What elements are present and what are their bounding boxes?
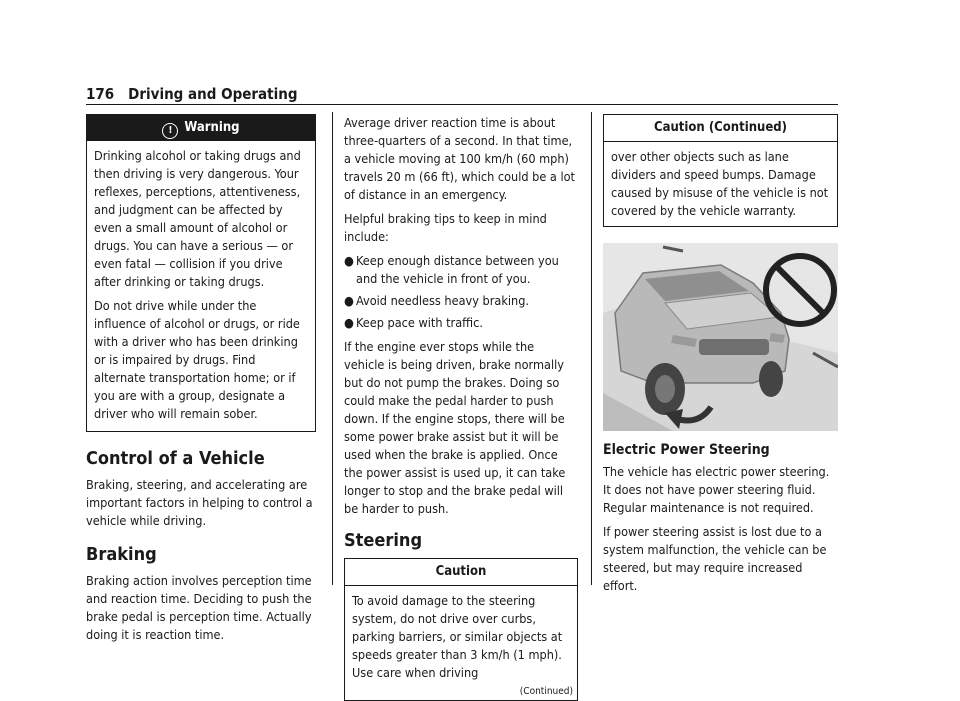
braking-tips-intro: Helpful braking tips to keep in mind include: <box>344 211 547 244</box>
continued-label: (Continued) <box>519 686 573 697</box>
warning-title: Warning <box>184 120 240 135</box>
caution-box <box>344 558 578 701</box>
caution-header: Caution <box>345 559 577 586</box>
control-text: Braking, steering, and accelerating are important factors in helping to control a vehicle while driving. <box>86 477 313 528</box>
reaction-time-text: Average driver reaction time is about three-quarters of a second. In that time, a vehicle moving at 100 km/h (60 mph) travels 20 m (66 ft), which could be a lot of distance in an emergency. <box>344 115 575 202</box>
section-title: Driving and Operating <box>128 85 298 103</box>
braking-tips-list <box>344 252 578 332</box>
list-item: ● Avoid needless heavy braking. <box>344 293 530 308</box>
warning-paragraph: Do not drive while under the influence of alcohol or drugs, or ride with a driver who has been drinking or is impaired by drugs. Find alternate transportation home; or if you are with a group, designate a driver who will remain sober. <box>94 298 300 421</box>
eps-text-2: If power steering assist is lost due to a system malfunction, the vehicle can be steered, but may require increased effort. <box>603 524 827 593</box>
heading-electric-power-steering: Electric Power Steering <box>603 442 770 458</box>
caution-continued-box <box>603 114 838 227</box>
page-header <box>86 84 838 106</box>
warning-paragraph: Drinking alcohol or taking drugs and then driving is very dangerous. Your reflexes, perceptions, attentiveness, and judgment can be affected by even a small amount of alcohol or drugs. You can have a serious — or even fatal — collision if you drive after drinking or taking drugs. <box>94 148 301 289</box>
warning-header <box>87 115 315 141</box>
column-2 <box>344 114 578 701</box>
column-1 <box>86 114 316 650</box>
vehicle-curb-icon <box>603 243 838 431</box>
list-item: ● Keep pace with traffic. <box>344 315 483 330</box>
caution-body: To avoid damage to the steering system, do not drive over curbs, parking barriers, or similar objects at speeds greater than 3 km/h (1 mph). Use care when driving <box>352 593 563 680</box>
curb-illustration <box>603 243 838 431</box>
page-number: 176 <box>86 85 115 103</box>
caution-continued-body: over other objects such as lane dividers and speed bumps. Damage caused by misuse of the vehicle is not covered by the vehicle warranty. <box>611 149 829 218</box>
heading-steering: Steering <box>344 530 423 551</box>
warning-body <box>87 141 315 431</box>
column-divider-2 <box>591 112 592 585</box>
heading-braking: Braking <box>86 544 157 565</box>
heading-control-of-a-vehicle: Control of a Vehicle <box>86 448 265 469</box>
bullet-icon: ● <box>344 253 354 268</box>
column-3 <box>603 114 838 601</box>
caution-continued-header: Caution (Continued) <box>604 115 837 142</box>
engine-stop-text: If the engine ever stops while the vehicle is being driven, brake normally but do not pump the brakes. Doing so could make the pedal harder to push down. If the engine stops, there will be some power brake assist but it will be used when the brake is applied. Once the power assist is used up, it can take longer to stop and the brake pedal will be harder to push. <box>344 339 566 516</box>
bullet-icon: ● <box>344 293 354 308</box>
header-rule <box>86 104 838 105</box>
eps-text-1: The vehicle has electric power steering. It does not have power steering fluid. Regular maintenance is not required. <box>603 464 830 515</box>
column-divider-1 <box>332 112 333 585</box>
bullet-icon: ● <box>344 315 354 330</box>
list-item: ● Keep enough distance between you and the vehicle in front of you. <box>344 253 559 286</box>
warning-box <box>86 114 316 432</box>
warning-icon: ! <box>162 123 178 139</box>
braking-text: Braking action involves perception time and reaction time. Deciding to push the brake pedal is perception time. Actually doing it is reaction time. <box>86 573 312 642</box>
